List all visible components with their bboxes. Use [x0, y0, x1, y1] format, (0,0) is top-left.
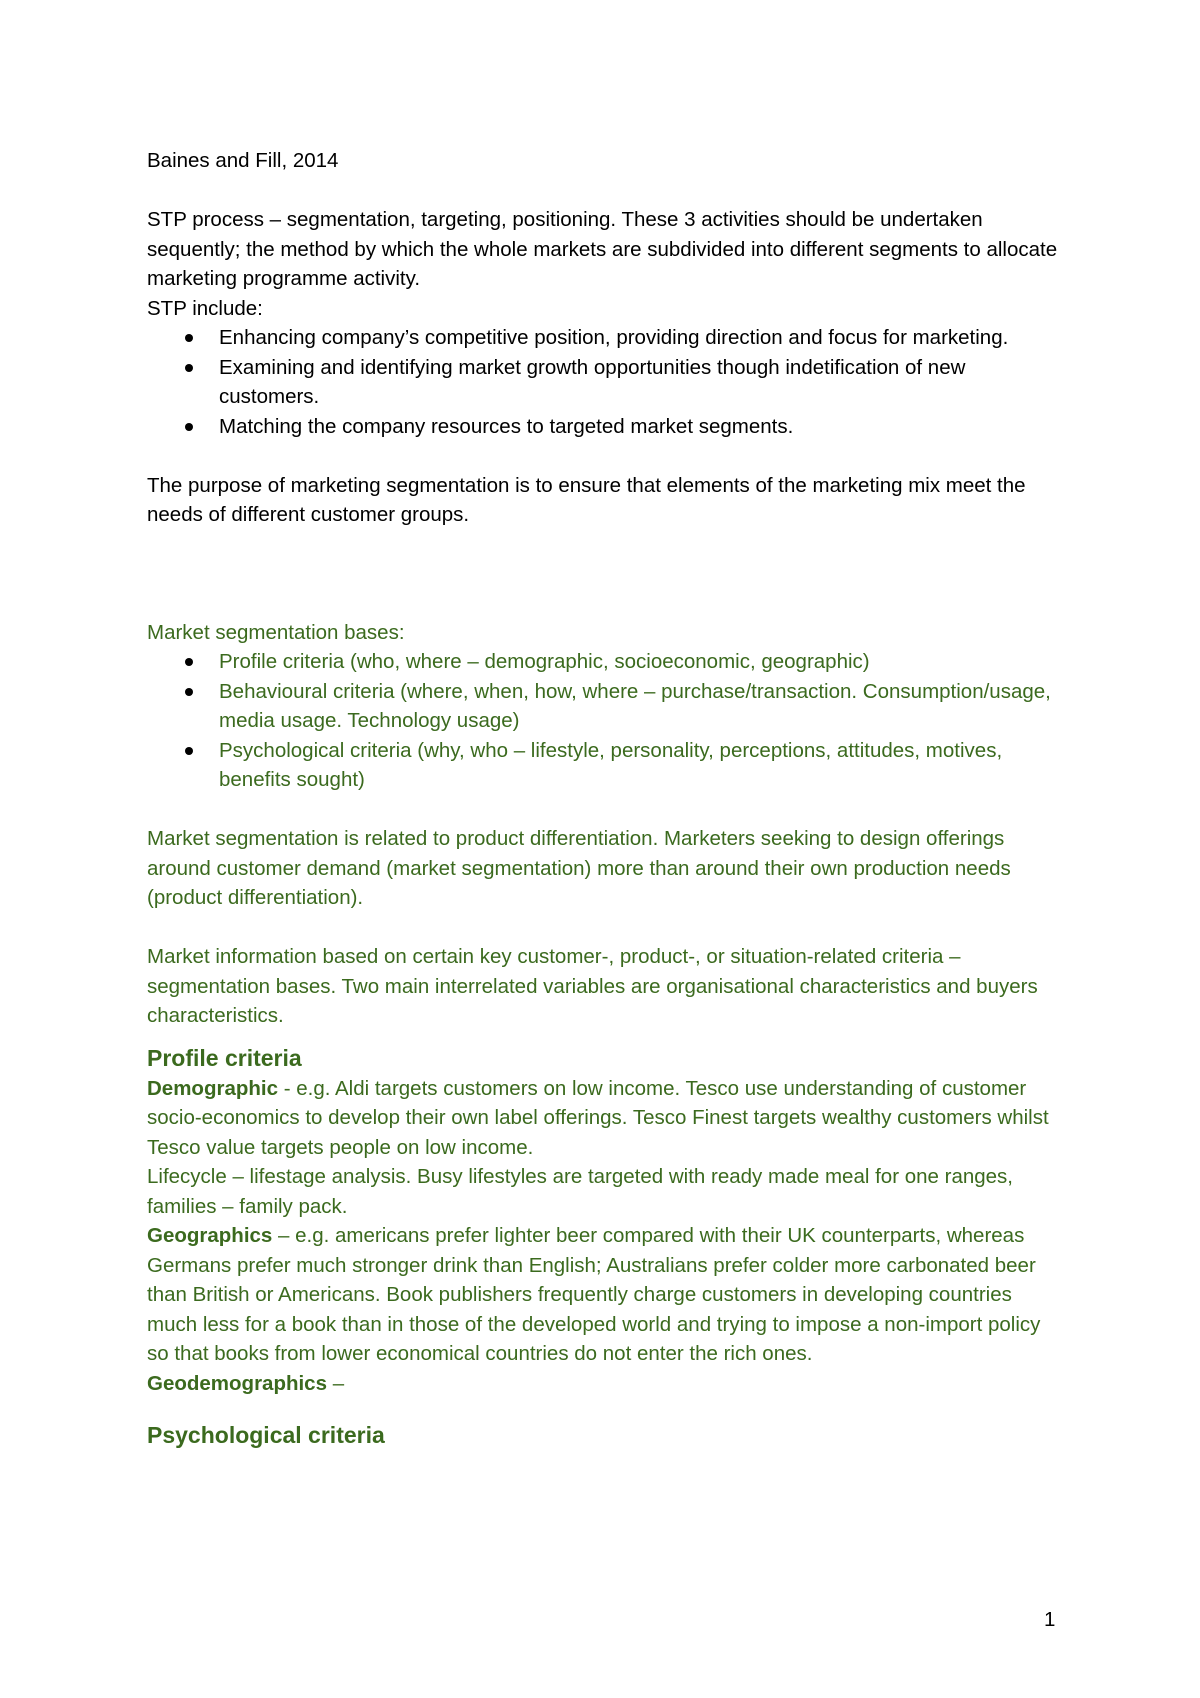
bullet-icon	[185, 688, 193, 696]
psychological-criteria-heading: Psychological criteria	[147, 1422, 385, 1448]
stp-include-label: STP include:	[147, 296, 263, 320]
bullet-icon	[185, 658, 193, 666]
spacer	[147, 441, 1067, 471]
spacer	[147, 795, 1067, 825]
geodemographics-paragraph: Geodemographics –	[147, 1371, 345, 1395]
bullet-icon	[185, 364, 193, 372]
document-body	[147, 146, 1067, 1451]
green-section	[147, 618, 1067, 1452]
demographic-paragraph: Demographic - e.g. Aldi targets customers on low income. Tesco use understanding of customer socio-economics to develop their own label offerings. Tesco Finest targets wealthy customers whilst Tesco value targets people on low income.	[147, 1076, 1049, 1159]
segmentation-bases-label: Market segmentation bases:	[147, 620, 405, 644]
bullet-icon	[185, 423, 193, 431]
bullet-icon	[185, 747, 193, 755]
list-item: Examining and identifying market growth opportunities though indetification of new customers.	[147, 353, 1067, 412]
list-item: Enhancing company’s competitive position, providing direction and focus for marketing.	[147, 323, 1067, 353]
stp-bullet-list	[147, 323, 1067, 441]
list-item: Matching the company resources to targeted market segments.	[147, 412, 1067, 442]
spacer	[147, 530, 1067, 618]
geodemographics-label: Geodemographics	[147, 1371, 327, 1395]
lifecycle-paragraph: Lifecycle – lifestage analysis. Busy lifestyles are targeted with ready made meal for one ranges, families – family pack.	[147, 1165, 1013, 1218]
geographics-paragraph: Geographics – e.g. americans prefer lighter beer compared with their UK counterparts, whereas Germans prefer much stronger drink than English; Australians prefer colder more carbonated beer than British or Americans. Book publishers frequently charge customers in developing countries much less for a book than in those of the developed world and trying to impose a non-import policy so that books from lower economical countries do not enter the rich ones.	[147, 1224, 1041, 1365]
list-item: Psychological criteria (why, who – lifestyle, personality, perceptions, attitudes, motives, benefits sought)	[147, 736, 1067, 795]
spacer	[147, 913, 1067, 943]
differentiation-paragraph: Market segmentation is related to product differentiation. Marketers seeking to design offerings around customer demand (market segmentation) more than around their own production needs (product differentiation).	[147, 827, 1011, 909]
page-number: 1	[1044, 1608, 1056, 1631]
geographics-label: Geographics	[147, 1224, 273, 1247]
segmentation-purpose-paragraph: The purpose of marketing segmentation is to ensure that elements of the marketing mix meet the needs of different customer groups.	[147, 473, 1026, 526]
spacer	[147, 176, 1067, 206]
list-item: Profile criteria (who, where – demographic, socioeconomic, geographic)	[147, 647, 1067, 677]
list-item: Behavioural criteria (where, when, how, where – purchase/transaction. Consumption/usage, media usage. Technology usage)	[147, 677, 1067, 736]
source-citation: Baines and Fill, 2014	[147, 149, 339, 172]
market-information-paragraph: Market information based on certain key customer-, product-, or situation-related criteria – segmentation bases. Two main interrelated variables are organisational characteristics and buyers characteristics.	[147, 945, 1038, 1027]
bullet-icon	[185, 334, 193, 342]
segmentation-bases-list	[147, 647, 1067, 795]
profile-criteria-heading: Profile criteria	[147, 1044, 302, 1071]
demographic-label: Demographic	[147, 1076, 278, 1100]
stp-intro-paragraph: STP process – segmentation, targeting, positioning. These 3 activities should be undertaken sequently; the method by which the whole markets are subdivided into different segments to allocate marketing programme activity.	[147, 208, 1058, 290]
